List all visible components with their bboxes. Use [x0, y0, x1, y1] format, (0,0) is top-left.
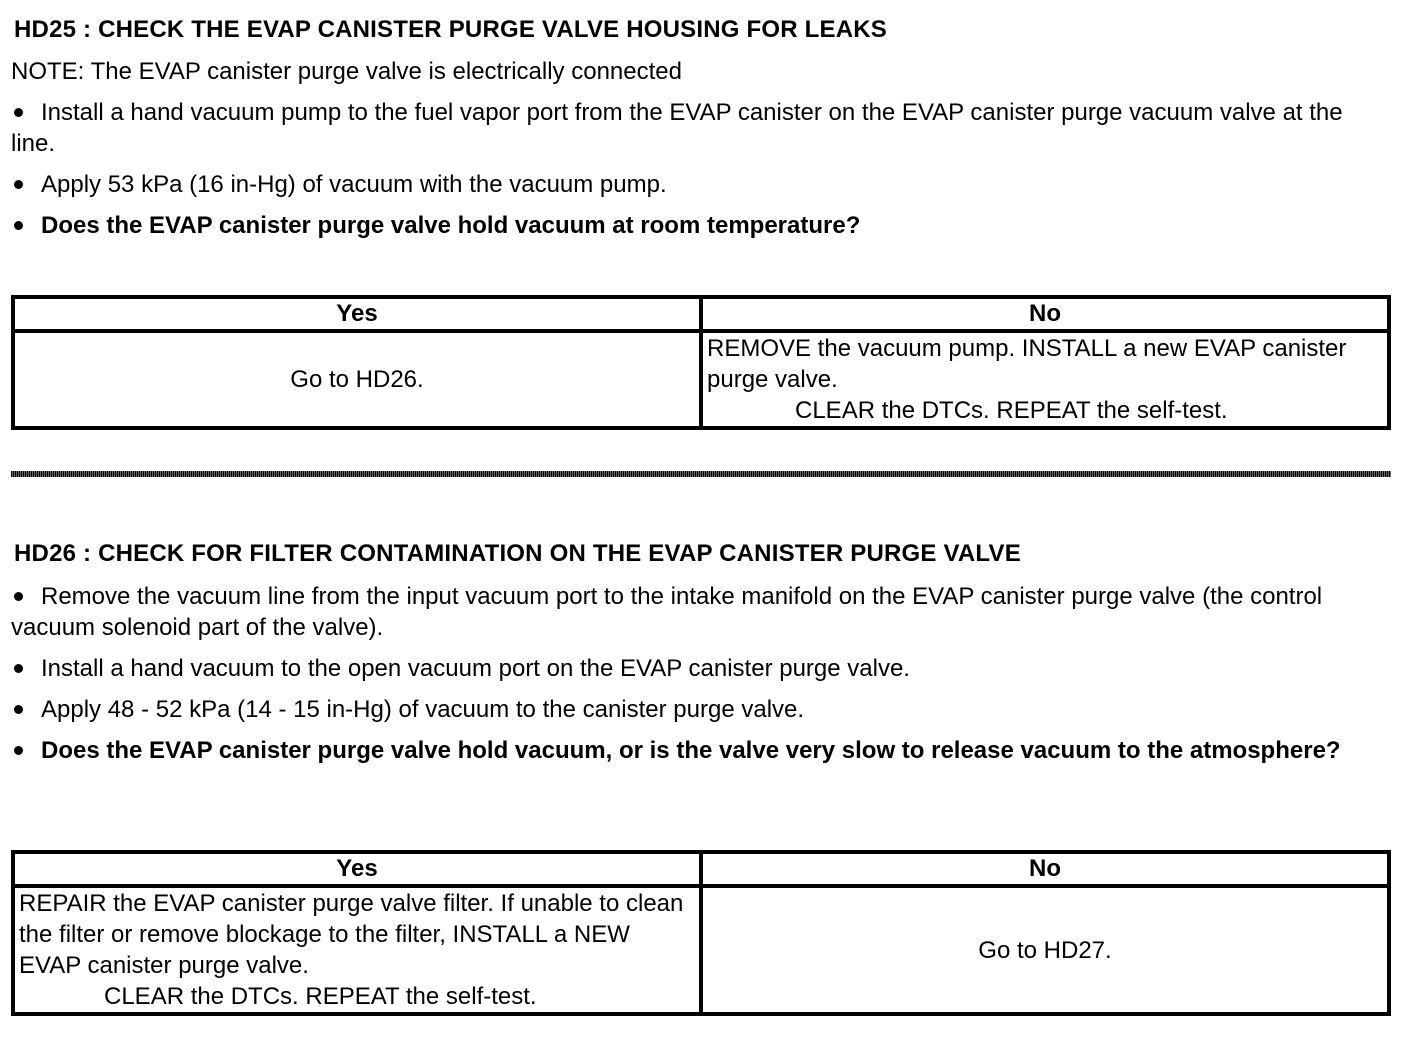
- section-divider: [11, 471, 1391, 477]
- hd26-bullet-3-text: Apply 48 - 52 kPa (14 - 15 in-Hg) of vacuum to the canister purge valve.: [41, 696, 805, 723]
- table-row: [13, 886, 1389, 1014]
- hd26-bullet-1-text: Remove the vacuum line from the input vacuum port to the intake manifold on the EVAP canister purge valve (the control vacuum solenoid part of the valve).: [11, 583, 1323, 641]
- table-header-row: [13, 297, 1389, 331]
- bullet-icon: [14, 221, 23, 230]
- hd26-bullet-2-text: Install a hand vacuum to the open vacuum port on the EVAP canister purge valve.: [41, 655, 910, 682]
- table-row: [13, 331, 1389, 428]
- hd25-bullet-1: [11, 97, 1391, 159]
- hd26-no-text: Go to HD27.: [978, 936, 1112, 964]
- hd26-question: [11, 735, 1391, 766]
- hd25-note: NOTE: The EVAP canister purge valve is electrically connected: [11, 58, 682, 85]
- hd26-bullet-1: [11, 581, 1391, 643]
- no-header: No: [701, 297, 1389, 331]
- hd26-title: HD26 : CHECK FOR FILTER CONTAMINATION ON THE EVAP CANISTER PURGE VALVE: [14, 540, 1021, 567]
- hd25-no-line1: REMOVE the vacuum pump. INSTALL a new EVAP canister purge valve.: [707, 335, 1347, 393]
- hd26-bullet-3: [11, 694, 1391, 725]
- hd25-yes-text: Go to HD26.: [290, 366, 424, 393]
- hd26-yes-line1: REPAIR the EVAP canister purge valve filter. If unable to clean the filter or remove blockage to the filter, INSTALL a NEW EVAP canister purge valve.: [19, 890, 684, 979]
- hd26-yes-cell: [13, 886, 701, 1014]
- hd25-section: [11, 15, 1391, 241]
- bullet-icon: [14, 592, 23, 601]
- hd25-no-cell: [701, 331, 1389, 428]
- bullet-icon: [14, 746, 23, 755]
- bullet-icon: [14, 108, 23, 117]
- hd25-bullet-2: [11, 169, 1391, 200]
- hd25-title: HD25 : CHECK THE EVAP CANISTER PURGE VALVE HOUSING FOR LEAKS: [14, 16, 887, 43]
- yes-header: Yes: [13, 852, 701, 886]
- hd25-result-table: [11, 295, 1391, 430]
- hd25-no-line2: CLEAR the DTCs. REPEAT the self-test.: [795, 397, 1228, 424]
- hd26-yes-line2: CLEAR the DTCs. REPEAT the self-test.: [104, 983, 537, 1010]
- table-header-row: [13, 852, 1389, 886]
- hd25-question: [11, 210, 1391, 241]
- yes-header: Yes: [13, 297, 701, 331]
- bullet-icon: [14, 664, 23, 673]
- hd25-yes-cell: [13, 331, 701, 428]
- hd25-bullet-2-text: Apply 53 kPa (16 in-Hg) of vacuum with the vacuum pump.: [41, 171, 667, 198]
- hd26-question-text: Does the EVAP canister purge valve hold vacuum, or is the valve very slow to release vacuum to the atmosphere?: [41, 737, 1341, 764]
- hd26-section: [11, 539, 1391, 766]
- hd25-bullet-1-text: Install a hand vacuum pump to the fuel vapor port from the EVAP canister on the EVAP canister purge vacuum valve at the line.: [11, 99, 1343, 157]
- hd25-question-text: Does the EVAP canister purge valve hold vacuum at room temperature?: [41, 212, 861, 239]
- hd26-bullet-2: [11, 653, 1391, 684]
- hd26-no-cell: [701, 886, 1389, 1014]
- hd26-result-table: [11, 850, 1391, 1016]
- no-header: No: [701, 852, 1389, 886]
- bullet-icon: [14, 705, 23, 714]
- bullet-icon: [14, 180, 23, 189]
